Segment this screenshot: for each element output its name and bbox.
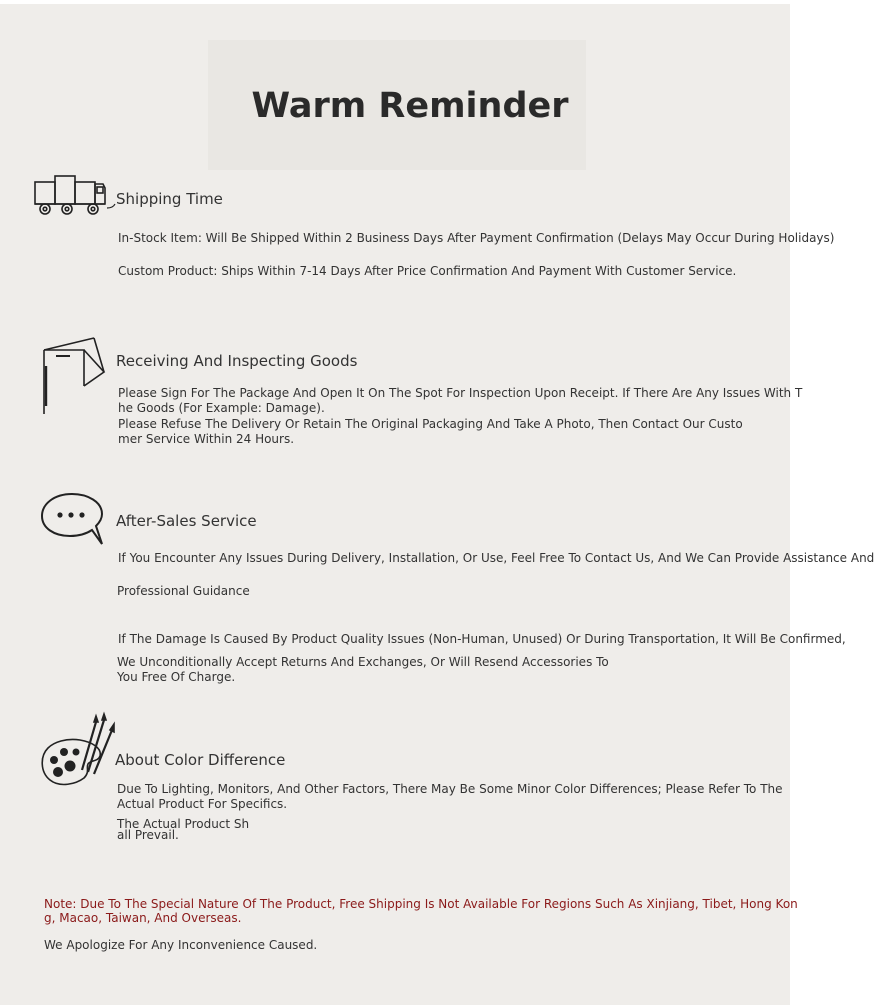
section-text: Professional Guidance: [117, 584, 250, 598]
page-title: Warm Reminder: [251, 86, 569, 126]
section-text: he Goods (For Example: Damage).: [118, 401, 325, 415]
section-text: In-Stock Item: Will Be Shipped Within 2 Business Days After Payment Confirmation (Delays May Occur During Holidays): [118, 231, 835, 245]
package-icon: [38, 336, 108, 418]
section-text: Custom Product: Ships Within 7-14 Days After Price Confirmation And Payment With Customer Service.: [118, 264, 737, 278]
apology-text: We Apologize For Any Inconvenience Caused.: [44, 938, 318, 952]
section-text: Due To Lighting, Monitors, And Other Factors, There May Be Some Minor Color Differences; Please Refer To The: [117, 782, 783, 796]
section-text: The Actual Product Sh: [117, 817, 250, 831]
chat-bubble-icon: [38, 490, 106, 548]
shipping-note: Note: Due To The Special Nature Of The Product, Free Shipping Is Not Available For Regions Such As Xinjiang, Tibet, Hong Kon: [44, 897, 798, 911]
section-text: You Free Of Charge.: [117, 670, 236, 684]
section-heading-color-difference: About Color Difference: [115, 751, 286, 769]
section-text: Actual Product For Specifics.: [117, 797, 288, 811]
section-text: Please Refuse The Delivery Or Retain The Original Packaging And Take A Photo, Then Contact Our Custo: [118, 417, 743, 431]
section-text: We Unconditionally Accept Returns And Exchanges, Or Will Resend Accessories To: [117, 655, 609, 669]
palette-icon: [38, 714, 118, 788]
truck-icon: [33, 174, 123, 224]
section-heading-receiving: Receiving And Inspecting Goods: [116, 352, 358, 370]
shipping-note: g, Macao, Taiwan, And Overseas.: [44, 911, 242, 925]
section-text: mer Service Within 24 Hours.: [118, 432, 295, 446]
warm-reminder-page: [0, 4, 874, 1005]
section-text: If You Encounter Any Issues During Delivery, Installation, Or Use, Feel Free To Contact Us, And We Can Provide Assistance And: [118, 551, 874, 565]
section-text: Please Sign For The Package And Open It On The Spot For Inspection Upon Receipt. If There Are Any Issues With T: [118, 386, 803, 400]
section-heading-after-sales: After-Sales Service: [116, 512, 257, 530]
section-heading-shipping: Shipping Time: [116, 190, 223, 208]
section-text: all Prevail.: [117, 828, 179, 842]
section-text: If The Damage Is Caused By Product Quality Issues (Non-Human, Unused) Or During Transportation, It Will Be Confirmed,: [118, 632, 846, 646]
